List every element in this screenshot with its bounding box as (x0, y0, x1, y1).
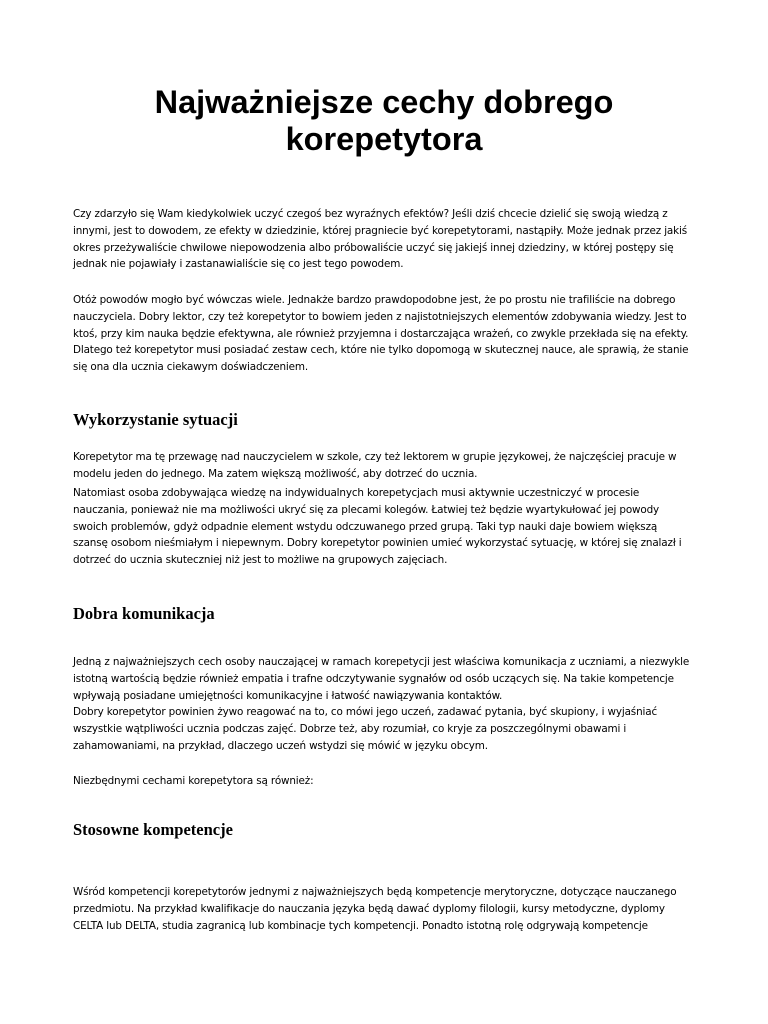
intro-paragraph-1: Czy zdarzyło się Wam kiedykolwiek uczyć czegoś bez wyraźnych efektów? Jeśli dziś chcecie dzielić się swoją wiedzą z innymi, jest to dowodem, ze efekty w dziedzinie, której pragniecie być korepetytorami, nastąpiły. Może jednak przez jakiś okres przeżywaliście chwilowe niepowodzenia albo próbowaliście uczyć się jakiejś innej dziedziny, w której postępy się jednak nie pojawiały i zastanawialiście się co jest tego powodem. (73, 208, 688, 271)
section2-paragraph-1: Jedną z najważniejszych cech osoby nauczającej w ramach korepetycji jest właściwa komunikacja z uczniami, a niezwykle istotną wartością będzie również empatia i trafne odczytywanie sygnałów od osób uczących się. Na takie kompetencje wpływają posiadane umiejętności komunikacyjne i łatwość nawiązywania kontaktów. Dobry korepetytor powinien żywo reagować na to, co mówi jego uczeń, zadawać pytania, być skupiony, i wyjaśniać wszystkie wątpliwości ucznia podczas zajęć. Dobrze też, aby rozumiał, co kryje za poszczególnymi obawami i zahamowaniami, na przykład, dlaczego uczeń wstydzi się mówić w języku obcym. (73, 656, 690, 752)
section-heading-dobra-komunikacja: Dobra komunikacja (73, 604, 215, 623)
section-heading-wykorzystanie-sytuacji: Wykorzystanie sytuacji (73, 410, 238, 429)
section1-paragraph-2: Natomiast osoba zdobywająca wiedzę na indywidualnych korepetycjach musi aktywnie uczestniczyć w procesie nauczania, ponieważ nie ma możliwości ukryć się za plecami kolegów. Łatwiej też będzie wyartykułować jej powody swoich problemów, gdyż odpadnie element wstydu odczuwanego przed grupą. Taki typ nauki daje bowiem większą szansę osobom nieśmiałym i niepewnym. Dobry korepetytor powinien umieć wykorzystać sytuację, w której się znalazł i dotrzeć do ucznia skuteczniej niż jest to możliwe na grupowych zajęciach. (73, 487, 682, 567)
section1-paragraph-1: Korepetytor ma tę przewagę nad nauczycielem w szkole, czy też lektorem w grupie językowej, że najczęściej pracuje w modelu jeden do jednego. Ma zatem większą możliwość, aby dotrzeć do ucznia. (73, 451, 677, 480)
document-title: Najważniejsze cechy dobrego korepetytora (154, 84, 614, 157)
section-heading-stosowne-kompetencje: Stosowne kompetencje (73, 820, 233, 839)
intro-paragraph-2: Otóż powodów mogło być wówczas wiele. Jednakże bardzo prawdopodobne jest, że po prostu nie trafiliście na dobrego nauczyciela. Dobry lektor, czy też korepetytor to bowiem jeden z najistotniejszych elementów zdobywania wiedzy. Jest to ktoś, przy kim nauka będzie efektywna, ale również przyjemna i dostarczająca wrażeń, co zwykle przekłada się na efekty. Dlatego też korepetytor musi posiadać zestaw cech, które nie tylko dopomogą w skutecznej nauce, ale sprawią, że stanie się ona dla ucznia ciekawym doświadczeniem. (73, 294, 689, 374)
section3-paragraph-1: Wśród kompetencji korepetytorów jednymi z najważniejszych będą kompetencje merytoryczne, dotyczące nauczanego przedmiotu. Na przykład kwalifikacje do nauczania języka będą dawać dyplomy filologii, kursy metodyczne, dyplomy CELTA lub DELTA, studia zagranicą lub kombinacje tych kompetencji. Ponadto istotną rolę odgrywają kompetencje (73, 886, 677, 932)
section2-paragraph-2: Niezbędnymi cechami korepetytora są również: (73, 775, 314, 787)
